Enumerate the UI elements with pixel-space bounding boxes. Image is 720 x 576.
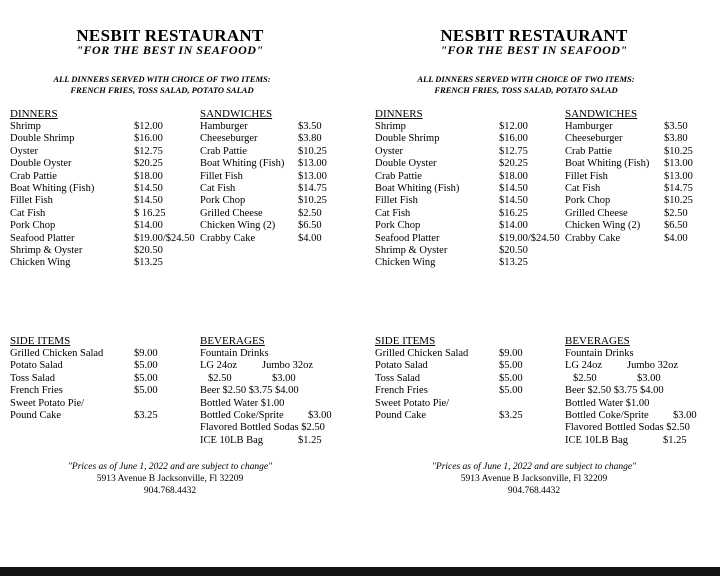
list-item: Hamburger $3.50 xyxy=(200,121,322,132)
list-item: Bottled Coke/Sprite $3.00 xyxy=(565,409,697,421)
list-item: Pork Chop $10.25 xyxy=(200,195,327,207)
list-item: Cheeseburger $3.80 xyxy=(200,133,322,145)
dinners-list xyxy=(375,121,565,270)
list-item: Fountain Drinks xyxy=(565,348,634,359)
price-note: "Prices as of June 1, 2022 and are subject to change" xyxy=(431,462,637,472)
sandwiches-list xyxy=(200,121,340,233)
list-item: Flavored Bottled Sodas $2.50 xyxy=(565,422,690,434)
dinner-notice xyxy=(376,74,676,96)
list-item: Bottled Coke/Sprite $3.00 xyxy=(200,409,332,421)
list-item: Crab Pattie $18.00 xyxy=(375,170,528,182)
list-item: Sweet Potato Pie/ xyxy=(375,397,450,409)
dinner-notice-line2: FRENCH FRIES, TOSS SALAD, POTATO SALAD xyxy=(70,85,254,95)
list-item: Boat Whiting (Fish) $14.50 xyxy=(10,182,163,194)
list-item: Pork Chop $14.00 xyxy=(375,220,528,232)
list-item: Oyster $12.75 xyxy=(375,145,528,157)
list-item: Chicken Wing $13.25 xyxy=(10,257,163,269)
list-item: Cat Fish $14.75 xyxy=(200,182,327,194)
menu-copy-left xyxy=(0,0,360,567)
list-item: Shrimp $12.00 xyxy=(375,121,528,132)
list-item: Potato Salad $5.00 xyxy=(375,360,523,372)
list-item: Cheeseburger $3.80 xyxy=(565,133,688,145)
list-item: Boat Whiting (Fish) $14.50 xyxy=(375,182,528,194)
menu-copy-right xyxy=(364,0,720,567)
list-item: Oyster $12.75 xyxy=(10,145,163,157)
list-item: Hamburger $3.50 xyxy=(565,121,688,132)
phone: 904.768.4432 xyxy=(507,486,561,496)
price-note: "Prices as of June 1, 2022 and are subject to change" xyxy=(67,462,273,472)
side-items-list xyxy=(10,348,200,422)
list-item: Double Oyster $20.25 xyxy=(375,158,528,170)
dinners-list xyxy=(10,121,200,270)
crabby-cake-line: Crabby Cake $4.00 xyxy=(200,233,322,244)
list-item: Beer $2.50 $3.75 $4.00 xyxy=(200,385,299,397)
list-item: Chicken Wing $13.25 xyxy=(375,257,528,269)
list-item: Double Oyster $20.25 xyxy=(10,158,163,170)
list-item: Bottled Water $1.00 xyxy=(565,397,650,409)
menu-footer xyxy=(0,461,340,497)
side-items-list xyxy=(375,348,565,422)
list-item: French Fries $5.00 xyxy=(10,385,158,397)
list-item: ICE 10LB Bag $1.25 xyxy=(200,434,322,446)
list-item: ICE 10LB Bag $1.25 xyxy=(565,434,687,446)
dinner-notice-line2: FRENCH FRIES, TOSS SALAD, POTATO SALAD xyxy=(434,85,618,95)
list-item: Flavored Bottled Sodas $2.50 xyxy=(200,422,325,434)
bottom-border xyxy=(0,567,720,576)
side-items-heading: SIDE ITEMS xyxy=(375,335,436,347)
list-item: Shrimp & Oyster $20.50 xyxy=(10,244,163,256)
list-item: Grilled Chicken Salad $9.00 xyxy=(10,348,158,359)
dinners-heading: DINNERS xyxy=(10,108,58,120)
list-item: Pork Chop $14.00 xyxy=(10,220,163,232)
beverages-list xyxy=(200,348,340,447)
list-item: Fillet Fish $13.00 xyxy=(200,170,327,182)
restaurant-tagline: "FOR THE BEST IN SEAFOOD" xyxy=(76,43,264,57)
list-item: Boat Whiting (Fish) $13.00 xyxy=(565,158,693,170)
list-item: Seafood Platter $19.00/$24.50 xyxy=(375,232,560,244)
list-item: Fillet Fish $13.00 xyxy=(565,170,693,182)
beverages-heading: BEVERAGES xyxy=(200,335,265,347)
sandwiches-list xyxy=(565,121,705,233)
sandwiches-heading: SANDWICHES xyxy=(565,108,638,120)
phone: 904.768.4432 xyxy=(143,486,197,496)
list-item: Crab Pattie $10.25 xyxy=(200,145,327,157)
list-item: Pound Cake $3.25 xyxy=(375,409,523,421)
list-item: Shrimp $12.00 xyxy=(10,121,163,132)
dinner-notice-line1: ALL DINNERS SERVED WITH CHOICE OF TWO ITEMS: xyxy=(417,74,635,84)
list-item: Fountain Drinks xyxy=(200,348,269,359)
address: 5913 Avenue B Jacksonville, Fl 32209 xyxy=(460,474,608,484)
list-item: Cat Fish $ 16.25 xyxy=(10,207,166,219)
list-item: Bottled Water $1.00 xyxy=(200,397,285,409)
list-item: Double Shrimp $16.00 xyxy=(375,133,528,145)
list-item: Cat Fish $14.75 xyxy=(565,182,693,194)
list-item: Potato Salad $5.00 xyxy=(10,360,158,372)
list-item: French Fries $5.00 xyxy=(375,385,523,397)
list-item: Sweet Potato Pie/ xyxy=(10,397,85,409)
side-items-heading: SIDE ITEMS xyxy=(10,335,71,347)
dinners-heading: DINNERS xyxy=(375,108,423,120)
list-item: LG 24oz Jumbo 32oz xyxy=(200,360,314,372)
list-item: Seafood Platter $19.00/$24.50 xyxy=(10,232,195,244)
menu-footer xyxy=(364,461,704,497)
restaurant-name: NESBIT RESTAURANT xyxy=(440,26,628,45)
list-item: Pound Cake $3.25 xyxy=(10,409,158,421)
dinner-notice xyxy=(12,74,312,96)
dinner-notice-line1: ALL DINNERS SERVED WITH CHOICE OF TWO ITEMS: xyxy=(53,74,271,84)
beverages-list xyxy=(565,348,705,447)
list-item: Double Shrimp $16.00 xyxy=(10,133,163,145)
list-item: Beer $2.50 $3.75 $4.00 xyxy=(565,385,664,397)
list-item: Pork Chop $10.25 xyxy=(565,195,693,207)
list-item: Grilled Cheese $2.50 xyxy=(565,207,688,219)
list-item: Toss Salad $5.00 xyxy=(10,372,158,384)
crabby-cake-line: Crabby Cake $4.00 xyxy=(565,233,688,244)
list-item: Cat Fish $16.25 xyxy=(375,207,528,219)
list-item: $2.50 $3.00 xyxy=(208,372,296,384)
restaurant-tagline: "FOR THE BEST IN SEAFOOD" xyxy=(440,43,628,57)
list-item: Boat Whiting (Fish) $13.00 xyxy=(200,158,327,170)
list-item: Crab Pattie $10.25 xyxy=(565,145,693,157)
list-item: LG 24oz Jumbo 32oz xyxy=(565,360,679,372)
beverages-heading: BEVERAGES xyxy=(565,335,630,347)
list-item: $2.50 $3.00 xyxy=(573,372,661,384)
list-item: Chicken Wing (2) $6.50 xyxy=(200,220,322,232)
sandwiches-heading: SANDWICHES xyxy=(200,108,273,120)
list-item: Grilled Chicken Salad $9.00 xyxy=(375,348,523,359)
list-item: Crab Pattie $18.00 xyxy=(10,170,163,182)
address: 5913 Avenue B Jacksonville, Fl 32209 xyxy=(96,474,244,484)
list-item: Fillet Fish $14.50 xyxy=(10,195,163,207)
restaurant-name: NESBIT RESTAURANT xyxy=(76,26,264,45)
list-item: Shrimp & Oyster $20.50 xyxy=(375,244,528,256)
list-item: Grilled Cheese $2.50 xyxy=(200,207,322,219)
list-item: Toss Salad $5.00 xyxy=(375,372,523,384)
list-item: Chicken Wing (2) $6.50 xyxy=(565,220,688,232)
list-item: Fillet Fish $14.50 xyxy=(375,195,528,207)
